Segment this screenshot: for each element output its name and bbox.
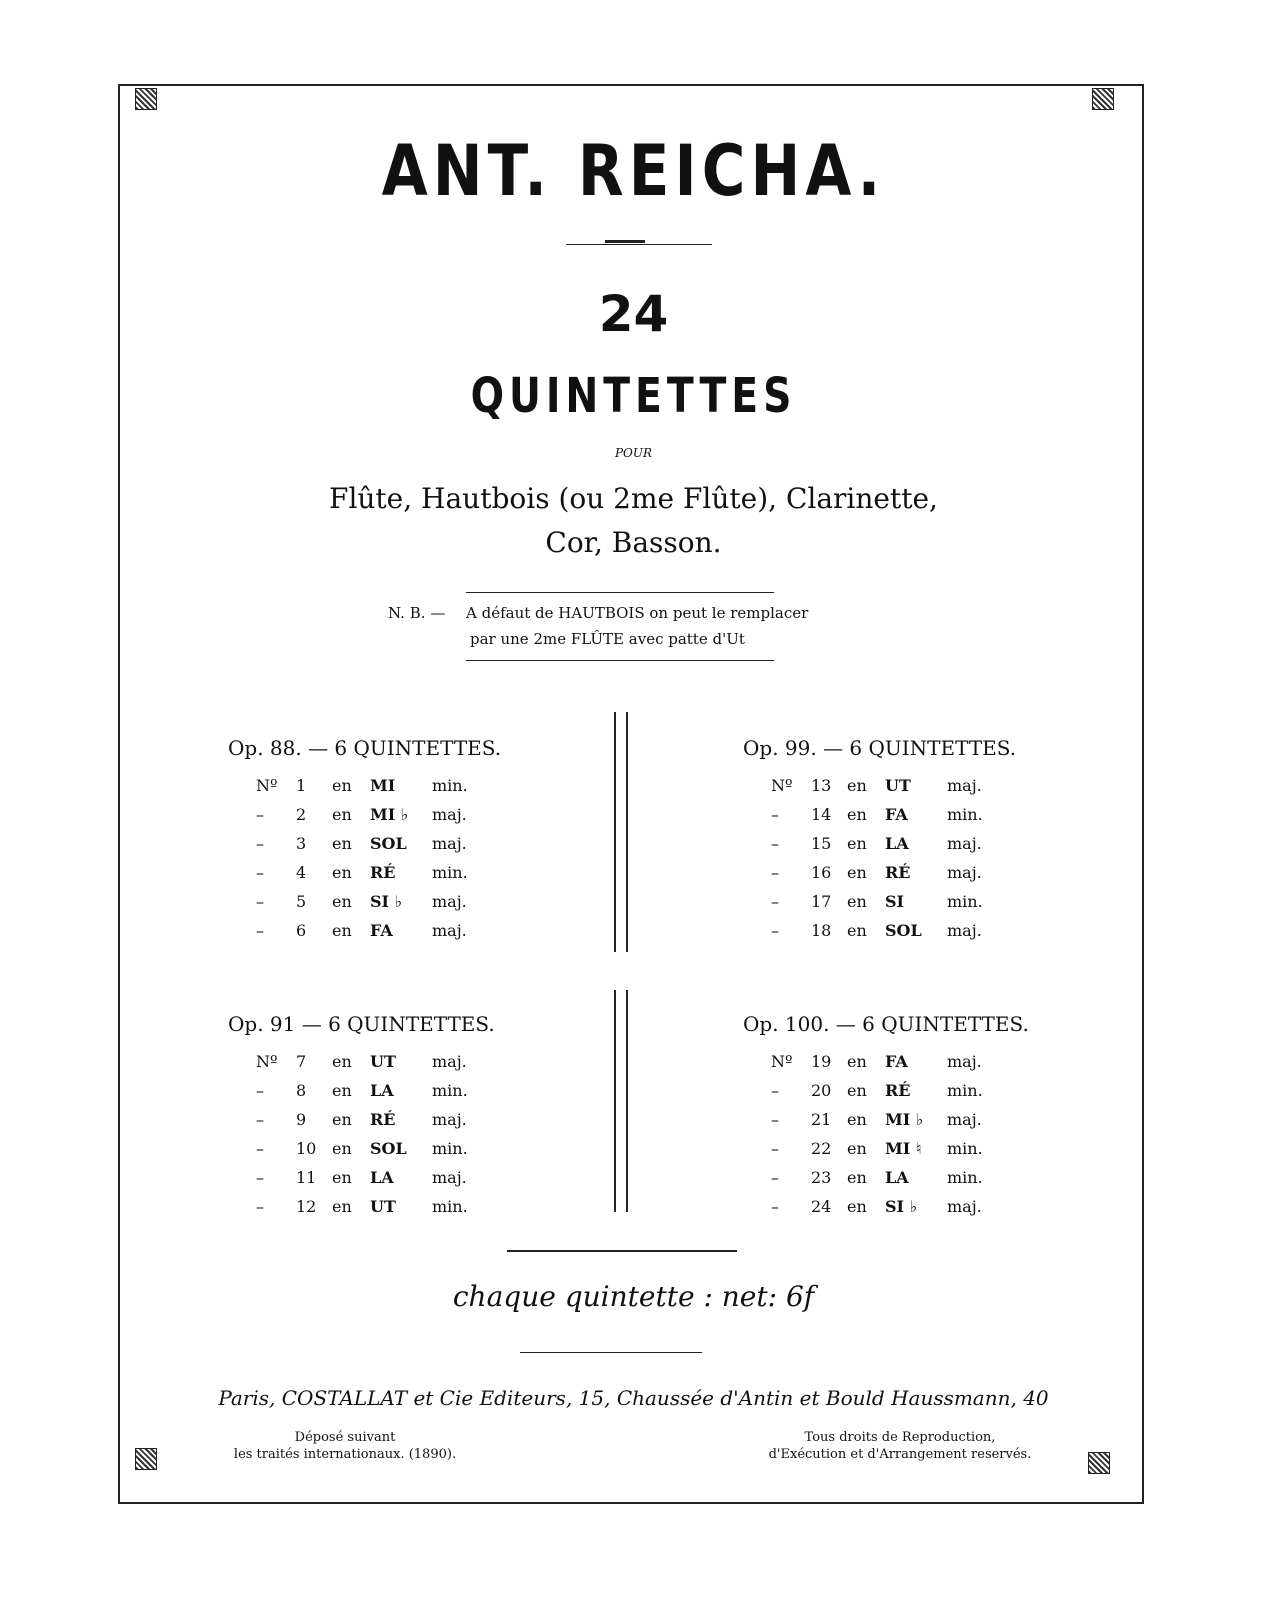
quintet-en: en [847, 1081, 867, 1100]
quintet-num: 6 [296, 921, 307, 940]
composer-name: ANT. REICHA. [381, 130, 886, 212]
quintet-mode: maj. [947, 834, 982, 853]
divider [566, 244, 712, 245]
quintet-mark: – [771, 892, 779, 911]
quintet-key: MI ♭ [885, 1110, 924, 1129]
opus-header: Op. 88. — 6 QUINTETTES. [228, 736, 502, 760]
quintet-key: SI ♭ [885, 1197, 918, 1216]
quintet-mode: maj. [432, 1052, 467, 1071]
quintet-mode: min. [947, 892, 983, 911]
quintet-mode: maj. [947, 1197, 982, 1216]
quintet-en: en [847, 892, 867, 911]
quintet-en: en [847, 1197, 867, 1216]
quintet-num: 14 [811, 805, 832, 824]
quintet-num: 3 [296, 834, 307, 853]
quintet-mode: maj. [947, 863, 982, 882]
corner-ornament [135, 1448, 157, 1470]
quintet-key: LA [370, 1168, 394, 1187]
quintet-num: 15 [811, 834, 832, 853]
quintet-mark: – [256, 1197, 264, 1216]
quintet-mark: – [771, 805, 779, 824]
quintet-mark: Nº [256, 1052, 278, 1071]
quintet-key: LA [885, 1168, 909, 1187]
corner-ornament [135, 88, 157, 110]
corner-ornament [1092, 88, 1114, 110]
quintet-mark: – [256, 834, 264, 853]
quintet-mark: – [256, 921, 264, 940]
quintet-mode: min. [947, 1139, 983, 1158]
quintet-en: en [332, 776, 352, 795]
quintet-mark: – [771, 921, 779, 940]
quintet-mode: maj. [432, 1168, 467, 1187]
quintet-en: en [847, 805, 867, 824]
quintet-mark: – [771, 1110, 779, 1129]
quintet-mark: Nº [771, 1052, 793, 1071]
publisher: Paris, COSTALLAT et Cie Editeurs, 15, Chaussée d'Antin et Bould Haussmann, 40 [218, 1386, 1049, 1410]
quintet-mode: min. [432, 776, 468, 795]
quintet-en: en [847, 1168, 867, 1187]
rights-line-2: d'Exécution et d'Arrangement reservés. [768, 1447, 1032, 1462]
price: chaque quintette : net: 6f [452, 1280, 815, 1313]
quintet-num: 10 [296, 1139, 317, 1158]
quintet-key: RÉ [885, 1081, 911, 1100]
quintet-mark: – [771, 1197, 779, 1216]
quintet-mark: – [256, 1110, 264, 1129]
pour-label: POUR [614, 446, 653, 460]
quintet-num: 5 [296, 892, 307, 911]
quintet-mode: min. [947, 1081, 983, 1100]
quintet-key: MI ♮ [885, 1139, 922, 1158]
corner-ornament [1088, 1452, 1110, 1474]
quintet-key: UT [370, 1197, 396, 1216]
quintet-num: 7 [296, 1052, 307, 1071]
quintet-mark: – [771, 834, 779, 853]
quintet-num: 8 [296, 1081, 307, 1100]
quintet-mark: – [771, 1139, 779, 1158]
quintet-mode: maj. [432, 921, 467, 940]
divider [605, 240, 645, 243]
quintet-en: en [847, 1052, 867, 1071]
instruments-line-1: Flûte, Hautbois (ou 2me Flûte), Clarinette, [329, 482, 938, 515]
quintet-mark: – [771, 1168, 779, 1187]
quintet-key: FA [885, 805, 908, 824]
quintet-key: RÉ [885, 863, 911, 882]
quintet-mode: maj. [947, 921, 982, 940]
quintet-num: 11 [296, 1168, 317, 1187]
opus-header: Op. 99. — 6 QUINTETTES. [743, 736, 1017, 760]
quintet-key: SOL [885, 921, 922, 940]
quintet-mode: min. [432, 1139, 468, 1158]
note-line-1: A défaut de HAUTBOIS on peut le remplacer [466, 604, 809, 622]
quintet-num: 1 [296, 776, 307, 795]
instruments-line-2: Cor, Basson. [545, 526, 722, 559]
quintet-mark: – [256, 1139, 264, 1158]
quintet-en: en [847, 834, 867, 853]
quintet-mark: – [256, 1081, 264, 1100]
quintet-mode: min. [432, 1197, 468, 1216]
quintet-num: 20 [811, 1081, 832, 1100]
quintet-mark: – [256, 1168, 264, 1187]
opus-header: Op. 91 — 6 QUINTETTES. [228, 1012, 495, 1036]
quintet-key: LA [370, 1081, 394, 1100]
quintet-num: 9 [296, 1110, 307, 1129]
quintet-mode: maj. [432, 834, 467, 853]
quintet-mark: – [771, 1081, 779, 1100]
quintet-en: en [332, 1139, 352, 1158]
quintet-key: SI ♭ [370, 892, 403, 911]
quintet-key: SI [885, 892, 905, 911]
rights-line-1: Tous droits de Reproduction, [804, 1430, 996, 1445]
quintet-en: en [332, 1197, 352, 1216]
quintet-en: en [332, 834, 352, 853]
quintet-en: en [332, 1081, 352, 1100]
quintet-mode: min. [947, 805, 983, 824]
quintet-mark: – [256, 863, 264, 882]
quintet-en: en [332, 892, 352, 911]
quintet-en: en [332, 1168, 352, 1187]
quintet-num: 18 [811, 921, 832, 940]
divider [520, 1352, 702, 1353]
quintet-en: en [332, 921, 352, 940]
quintet-num: 23 [811, 1168, 832, 1187]
quintet-key: RÉ [370, 863, 396, 882]
quintet-num: 2 [296, 805, 307, 824]
quintet-mark: – [256, 805, 264, 824]
quintet-key: FA [885, 1052, 908, 1071]
quintet-mark: Nº [256, 776, 278, 795]
quintet-mark: – [256, 892, 264, 911]
divider [466, 660, 774, 661]
divider [507, 1250, 737, 1252]
quintet-num: 13 [811, 776, 832, 795]
quintet-mode: maj. [947, 1110, 982, 1129]
deposit-line-1: Déposé suivant [294, 1430, 396, 1445]
quintet-en: en [847, 1139, 867, 1158]
quintet-en: en [847, 1110, 867, 1129]
quintet-en: en [332, 805, 352, 824]
quintet-mode: min. [432, 1081, 468, 1100]
quintet-mark: Nº [771, 776, 793, 795]
opus-header: Op. 100. — 6 QUINTETTES. [743, 1012, 1029, 1036]
quintet-num: 16 [811, 863, 832, 882]
ornamental-divider [614, 712, 628, 952]
quintet-key: SOL [370, 1139, 407, 1158]
quintet-mode: maj. [432, 805, 467, 824]
quintet-mode: min. [947, 1168, 983, 1187]
quintet-key: MI ♭ [370, 805, 409, 824]
quintet-en: en [332, 863, 352, 882]
note-line-2: par une 2me FLÛTE avec patte d'Ut [470, 630, 745, 648]
quintet-key: RÉ [370, 1110, 396, 1129]
quintet-key: SOL [370, 834, 407, 853]
quintet-num: 4 [296, 863, 307, 882]
quintet-num: 17 [811, 892, 832, 911]
quintet-key: UT [885, 776, 911, 795]
quintet-en: en [332, 1052, 352, 1071]
quintet-num: 21 [811, 1110, 832, 1129]
quintet-key: MI [370, 776, 396, 795]
quintet-en: en [847, 776, 867, 795]
quintet-num: 22 [811, 1139, 832, 1158]
quintet-mode: maj. [947, 1052, 982, 1071]
quintet-mode: maj. [947, 776, 982, 795]
quintet-en: en [847, 863, 867, 882]
quintet-count: 24 [598, 285, 669, 343]
quintet-mode: maj. [432, 1110, 467, 1129]
quintet-key: LA [885, 834, 909, 853]
work-title: QUINTETTES [470, 368, 797, 424]
quintet-num: 19 [811, 1052, 832, 1071]
quintet-mode: maj. [432, 892, 467, 911]
quintet-key: UT [370, 1052, 396, 1071]
quintet-en: en [847, 921, 867, 940]
divider [466, 592, 774, 593]
note-prefix: N. B. — [388, 604, 446, 622]
quintet-num: 24 [811, 1197, 832, 1216]
ornamental-divider [614, 990, 628, 1212]
quintet-num: 12 [296, 1197, 317, 1216]
quintet-mode: min. [432, 863, 468, 882]
quintet-mark: – [771, 863, 779, 882]
deposit-line-2: les traités internationaux. (1890). [233, 1447, 457, 1462]
quintet-en: en [332, 1110, 352, 1129]
quintet-key: FA [370, 921, 393, 940]
